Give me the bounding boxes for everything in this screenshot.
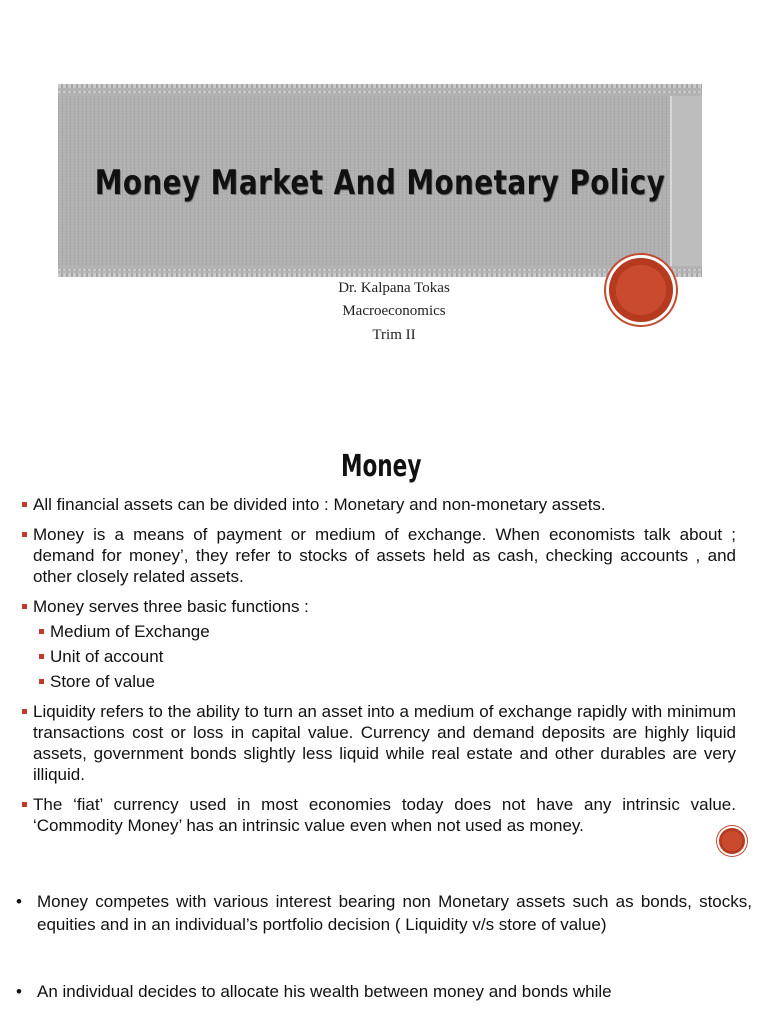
list-item: Liquidity refers to the ability to turn an asset into a medium of exchange rapidly with minimum transactions cost or loss in capital value. Currency and demand deposits are highly liquid assets, government bonds slightly less liquid while real estate and other durables are very illiquid. xyxy=(20,701,736,785)
list-item: • Money competes with various interest bearing non Monetary assets such as bonds, stocks, equities and in an individual’s portfolio decision ( Liquidity v/s store of value) xyxy=(14,890,752,936)
banner-stripe xyxy=(58,91,702,93)
sub-list-item: Store of value xyxy=(33,671,736,692)
term-label: Trim II xyxy=(372,327,416,343)
portfolio-bullet-list xyxy=(14,890,752,1024)
functions-sub-list xyxy=(33,621,736,692)
sub-list-item: Unit of account xyxy=(33,646,736,667)
list-item: • An individual decides to allocate his wealth between money and bonds while xyxy=(14,980,752,1003)
list-item xyxy=(20,596,736,692)
money-bullet-list xyxy=(20,494,736,845)
banner-stripe xyxy=(58,84,702,88)
banner-stripe xyxy=(58,273,702,277)
list-item: Money is a means of payment or medium of exchange. When economists talk about ; demand for money’, they refer to stocks of assets held as cash, checking accounts , and other closely related assets. xyxy=(20,524,736,587)
section-heading: Money xyxy=(340,449,422,484)
banner-stripe xyxy=(58,269,702,271)
list-item-text: Money serves three basic functions : xyxy=(33,597,309,616)
red-circle-decoration-small xyxy=(719,828,745,854)
course-name: Macroeconomics xyxy=(342,303,446,319)
list-item: The ‘fiat’ currency used in most economies today does not have any intrinsic value. ‘Commodity Money’ has an intrinsic value even when not used as money. xyxy=(20,794,736,836)
sub-list-item: Medium of Exchange xyxy=(33,621,736,642)
slide-title: Money Market And Monetary Policy xyxy=(94,163,666,203)
red-circle-decoration xyxy=(609,258,673,322)
author-name: Dr. Kalpana Tokas xyxy=(338,280,450,296)
list-item: All financial assets can be divided into : Monetary and non-monetary assets. xyxy=(20,494,736,515)
